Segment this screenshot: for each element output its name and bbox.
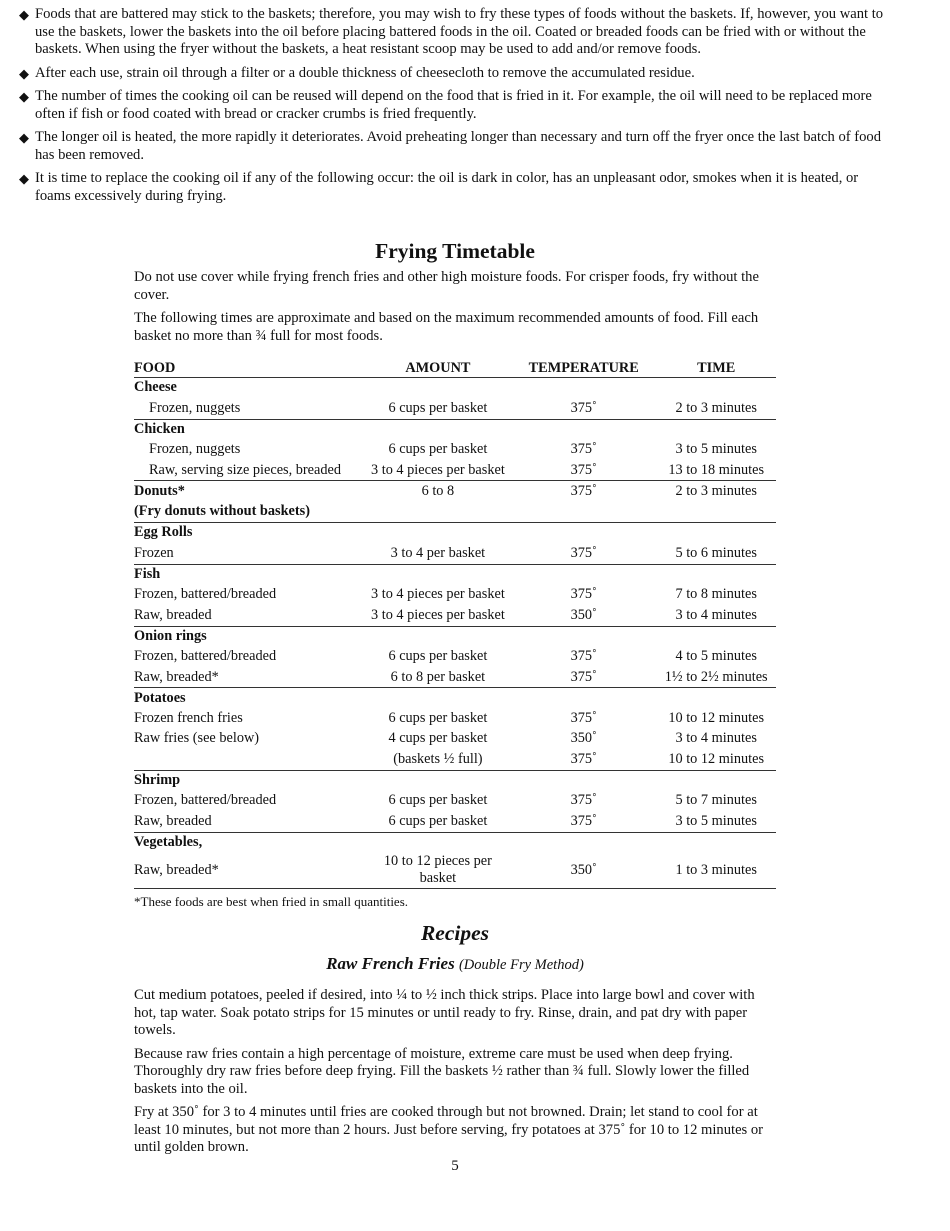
food-cell: Chicken [134,420,185,437]
table-category-row [134,832,776,853]
frying-timetable [134,357,776,889]
temperature-cell [511,523,656,544]
temperature-cell: 375˚ [570,482,597,499]
table-row [134,791,776,811]
amount-cell: 6 cups per basket [388,648,488,665]
time-cell: 1½ to 2½ minutes [656,667,776,688]
amount-cell [365,523,511,544]
header-time: TIME [656,357,776,378]
temperature-cell [511,419,656,440]
amount-cell: 3 to 4 pieces per basket [371,586,505,603]
bullet-text: It is time to replace the cooking oil if any of the following occur: the oil is dark in color, has an unpleasant odor, smokes when it is heated, or foams excessively during frying. [35,170,859,204]
temperature-cell: 375˚ [570,648,597,665]
food-cell: Frozen, nuggets [149,441,241,458]
time-cell: 4 to 5 minutes [675,648,757,665]
temperature-cell: 375˚ [511,749,656,770]
timetable-footnote: *These foods are best when fried in small quantities. [134,894,409,909]
bullet-item [19,65,887,83]
frying-timetable-title: Frying Timetable [375,239,535,263]
amount-cell: 4 cups per basket [388,730,488,747]
temperature-cell: 375˚ [511,811,656,832]
bullet-item [19,170,887,205]
bullet-text: After each use, strain oil through a filter or a double thickness of cheesecloth to remove the accumulated residue. [35,64,695,81]
timetable-intro [134,269,784,351]
diamond-bullet-icon: ◆ [19,7,29,22]
food-cell: Cheese [134,379,177,396]
food-cell: Frozen, battered/breaded [134,792,277,809]
diamond-bullet-icon: ◆ [19,89,29,104]
food-cell: Raw, breaded [134,811,365,832]
time-cell: 3 to 5 minutes [675,441,757,458]
food-cell [134,749,365,770]
food-cell: Frozen, nuggets [134,398,365,419]
time-cell: 5 to 7 minutes [675,792,757,809]
temperature-cell: 350˚ [511,605,656,626]
table-row [134,585,776,605]
table-row [134,647,776,667]
amount-cell [365,378,511,399]
temperature-cell: 375˚ [570,441,597,458]
table-row [134,811,776,832]
temperature-cell: 350˚ [570,730,597,747]
time-cell: 3 to 4 minutes [675,730,757,747]
time-cell: 7 to 8 minutes [675,586,757,603]
food-cell: Raw, breaded [134,605,365,626]
intro-paragraph: The following times are approximate and based on the maximum recommended amounts of food. Fill each basket no more than ¾ full for most foods. [134,310,759,344]
table-row [134,853,776,889]
temperature-cell: 350˚ [511,853,656,889]
food-cell: Raw, serving size pieces, breaded [134,460,365,481]
time-cell: 3 to 5 minutes [656,811,776,832]
time-cell: 2 to 3 minutes [656,398,776,419]
tips-bullet-list [19,6,887,211]
time-cell [656,688,776,709]
temperature-cell: 375˚ [511,667,656,688]
temperature-cell [511,626,656,647]
time-cell: 5 to 6 minutes [656,543,776,564]
bullet-text: The number of times the cooking oil can be reused will depend on the food that is fried in it. For example, the oil will need to be replaced more often if fish or food coated with bread or cracker crumbs is fried frequently. [35,88,872,122]
amount-cell: 6 cups per basket [388,792,488,809]
recipes-title: Recipes [420,921,490,945]
temperature-cell [511,378,656,399]
recipe-paragraph: Because raw fries contain a high percentage of moisture, extreme care must be used when deep frying. Thoroughly dry raw fries before deep frying. Fill the baskets ½ rather than ¾ full. Slowly lower the filled baskets into the oil. [134,1045,750,1097]
intro-paragraph: Do not use cover while frying french fries and other high moisture foods. For crisper foods, fry without the cover. [134,269,759,303]
time-cell [656,770,776,791]
temperature-cell [511,832,656,853]
temperature-cell [511,770,656,791]
amount-cell [365,419,511,440]
time-cell: 1 to 3 minutes [656,853,776,889]
food-cell: Shrimp [134,772,181,789]
food-cell: Frozen french fries [134,710,243,727]
diamond-bullet-icon: ◆ [19,171,29,186]
amount-cell: 3 to 4 per basket [365,543,511,564]
food-cell: Fish [134,566,161,583]
table-row [134,749,776,770]
recipe-body [134,987,776,1163]
amount-cell [365,688,511,709]
amount-cell [365,626,511,647]
table-row [134,398,776,419]
bullet-text: The longer oil is heated, the more rapidly it deteriorates. Avoid preheating longer than necessary and turn off the fryer once the last batch of food has been removed. [35,129,882,163]
diamond-bullet-icon: ◆ [19,130,29,145]
amount-cell: 6 cups per basket [388,710,488,727]
amount-cell: 6 cups per basket [388,441,488,458]
recipe-method-note: (Double Fry Method) [458,957,584,973]
table-category-row [134,770,776,791]
amount-cell: 6 cups per basket [365,811,511,832]
table-category-row [134,419,776,440]
timetable-body [134,378,776,889]
amount-cell: 6 cups per basket [365,398,511,419]
table-category-row [134,481,776,502]
amount-cell: 3 to 4 pieces per basket [365,605,511,626]
bullet-item [19,129,887,164]
table-category-row [134,523,776,544]
food-cell: Frozen, battered/breaded [134,586,277,603]
food-cell: Raw, breaded* [134,667,365,688]
temperature-cell: 375˚ [570,792,597,809]
food-cell: Onion rings [134,627,207,644]
food-cell: Potatoes [134,689,186,706]
header-food: FOOD [134,357,365,378]
recipe-name: Raw French Fries [326,954,455,973]
time-cell: 10 to 12 minutes [656,749,776,770]
table-row [134,543,776,564]
recipe-paragraph: Fry at 350˚ for 3 to 4 minutes until fries are cooked through but not browned. Drain; let stand to cool for at least 10 minutes, but not more than 2 hours. Just before serving, fry potatoes at 375˚ for 10 to 12 minutes or until golden brown. [134,1104,764,1155]
time-cell [656,626,776,647]
temperature-cell [511,502,656,523]
bullet-item [19,88,887,123]
table-header-row [134,357,776,378]
temperature-cell: 375˚ [570,710,597,727]
table-category-row [134,688,776,709]
time-cell [656,419,776,440]
time-cell: 13 to 18 minutes [656,460,776,481]
food-cell: Raw fries (see below) [134,730,260,747]
time-cell: 3 to 4 minutes [656,605,776,626]
temperature-cell [511,564,656,585]
time-cell [656,378,776,399]
amount-cell [365,502,511,523]
food-cell: Frozen [134,543,365,564]
header-amount: AMOUNT [365,357,511,378]
amount-cell: (baskets ½ full) [365,749,511,770]
amount-cell: 10 to 12 pieces per basket [365,853,511,889]
bullet-text: Foods that are battered may stick to the baskets; therefore, you may wish to fry these types of foods without the baskets. If, however, you want to use the baskets, lower the baskets into the oil before placing battered foods in the oil. Coated or breaded foods can be fried with or without the baskets. When using the fryer without the baskets, a heat resistant scoop may be used to add and/or remove foods. [35,6,884,57]
table-category-row [134,626,776,647]
amount-cell: 3 to 4 pieces per basket [365,460,511,481]
table-row [134,460,776,481]
table-row [134,440,776,460]
recipe-subtitle [0,953,910,976]
food-cell: Donuts* [134,482,185,499]
header-temperature: TEMPERATURE [511,357,656,378]
bullet-item [19,6,887,59]
temperature-cell: 375˚ [570,586,597,603]
time-cell [656,832,776,853]
temperature-cell: 375˚ [511,398,656,419]
time-cell: 2 to 3 minutes [675,482,757,499]
table-category-row [134,378,776,399]
amount-cell [365,832,511,853]
time-cell [656,502,776,523]
page-number: 5 [451,1158,459,1174]
food-cell: Frozen, battered/breaded [134,648,277,665]
diamond-bullet-icon: ◆ [19,65,29,81]
table-row [134,729,776,749]
amount-cell: 6 to 8 [421,482,455,499]
table-row [134,709,776,729]
temperature-cell: 375˚ [511,543,656,564]
food-cell: Egg Rolls [134,524,193,541]
table-category-row [134,564,776,585]
temperature-cell: 375˚ [511,460,656,481]
table-row [134,605,776,626]
amount-cell [365,770,511,791]
food-cell: (Fry donuts without baskets) [134,502,365,523]
recipe-paragraph: Cut medium potatoes, peeled if desired, into ¼ to ½ inch thick strips. Place into large bowl and cover with hot, tap water. Soak potato strips for 15 minutes or until ready to fry. Rinse, drain, and pat dry with paper towels. [134,987,755,1038]
time-cell [656,523,776,544]
time-cell: 10 to 12 minutes [668,710,765,727]
table-row [134,667,776,688]
time-cell [656,564,776,585]
temperature-cell [511,688,656,709]
food-cell: Vegetables, [134,833,203,850]
amount-cell: 6 to 8 per basket [365,667,511,688]
amount-cell [365,564,511,585]
food-cell: Raw, breaded* [134,853,365,889]
table-category-row [134,502,776,523]
